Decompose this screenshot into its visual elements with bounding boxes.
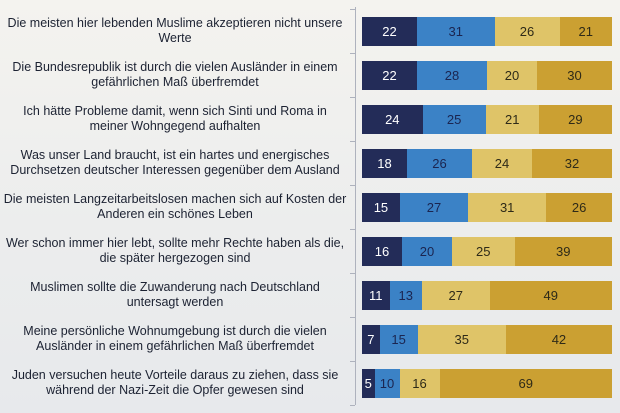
axis-tick-marks <box>350 9 355 406</box>
segment-value-label: 24 <box>385 111 400 127</box>
stacked-bar <box>362 193 612 222</box>
segment-value-label: 10 <box>379 375 395 391</box>
bar-segment-series-1-dark-navy <box>362 325 380 354</box>
bar-segment-series-3-light-gold <box>422 281 490 310</box>
bar-segment-series-3-light-gold <box>495 17 560 46</box>
segment-value-label: 16 <box>374 243 390 259</box>
stacked-bar <box>362 369 612 398</box>
chart-row <box>0 273 620 317</box>
segment-value-label: 22 <box>382 67 397 83</box>
bar-segment-series-2-blue <box>407 149 472 178</box>
segment-value-label: 30 <box>567 67 582 83</box>
segment-value-label: 11 <box>369 287 383 303</box>
chart-rows <box>0 9 620 405</box>
bar-segment-series-1-dark-navy <box>362 369 375 398</box>
segment-value-label: 28 <box>444 67 460 83</box>
bar-segment-series-4-gold <box>532 149 612 178</box>
segment-value-label: 25 <box>476 243 491 259</box>
bar-segment-series-3-light-gold <box>468 193 546 222</box>
stacked-bar <box>362 325 612 354</box>
bar-segment-series-4-gold <box>515 237 613 266</box>
bar-segment-series-4-gold <box>539 105 612 134</box>
axis-line <box>355 7 356 405</box>
segment-value-label: 20 <box>419 243 435 259</box>
bar-segment-series-1-dark-navy <box>362 17 417 46</box>
stacked-bar <box>362 17 612 46</box>
chart-row <box>0 97 620 141</box>
stacked-bar <box>362 105 612 134</box>
statement-label: Ich hätte Probleme damit, wenn sich Sinti und Roma in meiner Wohngegend aufhalten <box>23 103 327 133</box>
chart-row <box>0 9 620 53</box>
segment-value-label: 39 <box>556 243 571 259</box>
stacked-bar <box>362 237 612 266</box>
segment-value-label: 29 <box>568 111 583 127</box>
bar-segment-series-1-dark-navy <box>362 105 423 134</box>
chart-row <box>0 361 620 405</box>
bar-segment-series-3-light-gold <box>472 149 532 178</box>
bar-segment-series-4-gold <box>490 281 613 310</box>
segment-value-label: 15 <box>391 331 406 347</box>
statement-label: Meine persönliche Wohnumgebung ist durch die vielen Ausländer in einem gefährlichen Maß überfremdet <box>23 323 327 353</box>
segment-value-label: 27 <box>448 287 463 303</box>
segment-value-label: 26 <box>432 155 447 171</box>
segment-value-label: 20 <box>504 67 520 83</box>
stacked-bar <box>362 281 612 310</box>
bar-segment-series-3-light-gold <box>486 105 539 134</box>
segment-value-label: 27 <box>426 199 442 215</box>
stacked-bar <box>362 61 612 90</box>
segment-value-label: 24 <box>494 155 510 171</box>
segment-value-label: 25 <box>446 111 462 127</box>
bar-segment-series-2-blue <box>417 61 487 90</box>
bar-segment-series-3-light-gold <box>418 325 506 354</box>
chart-row <box>0 317 620 361</box>
bar-segment-series-2-blue <box>402 237 452 266</box>
segment-value-label: 26 <box>519 23 535 39</box>
chart-row <box>0 229 620 273</box>
segment-value-label: 21 <box>504 111 520 127</box>
segment-value-label: 18 <box>377 155 392 171</box>
chart-row <box>0 53 620 97</box>
statement-label: Was unser Land braucht, ist ein hartes und energisches Durchsetzen deutscher Interessen gegenüber dem Ausland <box>10 147 340 177</box>
statement-label: Muslimen sollte die Zuwanderung nach Deutschland untersagt werden <box>30 279 320 309</box>
segment-value-label: 21 <box>578 23 593 39</box>
bar-segment-series-1-dark-navy <box>362 281 390 310</box>
statement-label: Die meisten Langzeitarbeitslosen machen sich auf Kosten der Anderen ein schönes Leben <box>3 191 347 221</box>
bar-segment-series-1-dark-navy <box>362 193 400 222</box>
bar-segment-series-4-gold <box>546 193 612 222</box>
statement-label: Juden versuchen heute Vorteile daraus zu ziehen, dass sie während der Nazi-Zeit die Opfer gewesen sind <box>11 367 339 397</box>
segment-value-label: 32 <box>564 155 580 171</box>
segment-value-label: 31 <box>448 23 463 39</box>
bar-segment-series-3-light-gold <box>487 61 537 90</box>
bar-segment-series-2-blue <box>375 369 400 398</box>
chart-row <box>0 141 620 185</box>
segment-value-label: 26 <box>571 199 587 215</box>
segment-value-label: 16 <box>412 375 427 391</box>
bar-segment-series-4-gold <box>440 369 613 398</box>
segment-value-label: 5 <box>364 375 372 391</box>
bar-segment-series-2-blue <box>417 17 495 46</box>
bar-segment-series-1-dark-navy <box>362 149 407 178</box>
bar-segment-series-1-dark-navy <box>362 237 402 266</box>
bar-segment-series-4-gold <box>537 61 612 90</box>
segment-value-label: 31 <box>499 199 515 215</box>
segment-value-label: 69 <box>518 375 533 391</box>
bar-segment-series-2-blue <box>423 105 486 134</box>
chart-row <box>0 185 620 229</box>
bar-segment-series-3-light-gold <box>400 369 440 398</box>
segment-value-label: 35 <box>454 331 469 347</box>
bar-segment-series-2-blue <box>390 281 423 310</box>
segment-value-label: 13 <box>398 287 413 303</box>
statement-label: Die meisten hier lebenden Muslime akzeptieren nicht unsere Werte <box>7 15 343 45</box>
segment-value-label: 49 <box>543 287 558 303</box>
bar-segment-series-4-gold <box>560 17 613 46</box>
bar-segment-series-3-light-gold <box>452 237 515 266</box>
bar-segment-series-1-dark-navy <box>362 61 417 90</box>
bar-segment-series-4-gold <box>506 325 612 354</box>
stacked-bar <box>362 149 612 178</box>
segment-value-label: 7 <box>367 331 375 347</box>
statement-label: Die Bundesrepublik ist durch die vielen Ausländer in einem gefährlichen Maß überfremdet <box>12 59 338 89</box>
bar-segment-series-2-blue <box>380 325 418 354</box>
segment-value-label: 22 <box>382 23 397 39</box>
segment-value-label: 15 <box>373 199 389 215</box>
bar-segment-series-2-blue <box>400 193 468 222</box>
statement-label: Wer schon immer hier lebt, sollte mehr Rechte haben als die, die später hergezogen sind <box>5 235 345 265</box>
segment-value-label: 42 <box>551 331 567 347</box>
